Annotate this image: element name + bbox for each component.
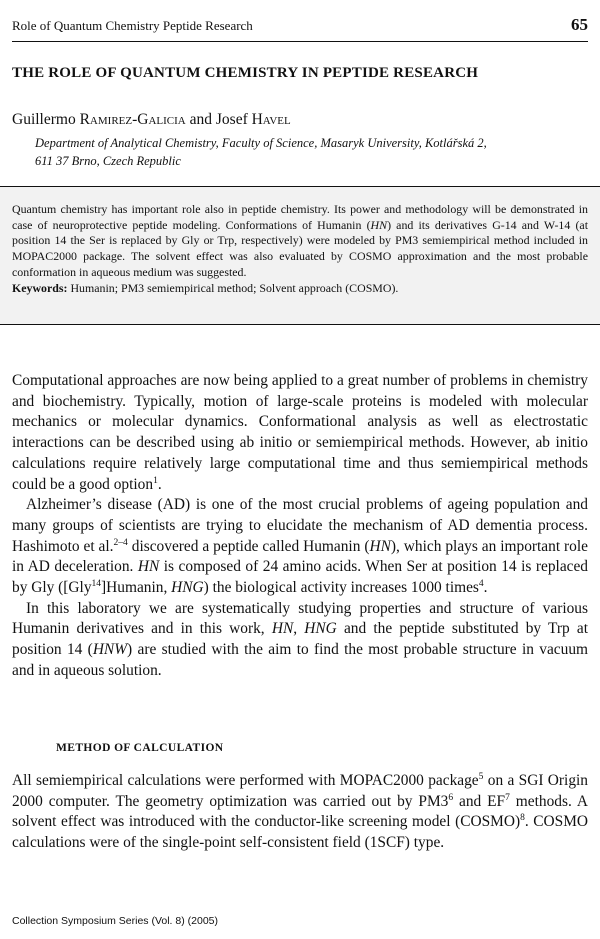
paragraph [12,371,588,495]
abbrev: HNW [92,641,128,659]
section-heading: METHOD OF CALCULATION [56,742,224,754]
author-given-name: Guillermo [12,111,76,128]
paragraph-span: and EF [453,792,506,810]
paragraph [12,599,588,682]
paragraph-span: , [293,620,305,638]
paragraph-span: ) are studied with the aim to find the most probable structure in vacuum and in aqueous solution. [12,641,588,679]
author-joiner: and [185,111,216,128]
paragraph-span: ) the biological activity increases 1000 times [203,579,479,597]
abbrev: HN [271,620,294,638]
abstract-abbrev: HN [370,217,388,232]
paragraph-span: on a SGI Origin 2000 computer. The geometry optimization was carried out by PM3 [12,772,588,810]
affiliation-line: 611 37 Brno, Czech Republic [35,154,181,168]
header-rule [12,41,588,42]
paragraph-span: methods. A solvent effect was introduced with the conductor-like screening model (COSMO) [12,792,588,831]
abbrev: HNG [171,579,204,597]
article-title: THE ROLE OF QUANTUM CHEMISTRY IN PEPTIDE RESEARCH [12,65,479,81]
citation-ref: 2–4 [113,536,128,548]
paragraph [12,495,588,599]
paragraph-span: is composed of 24 amino acids. When Ser at position 14 is replaced by Gly ([Gly [12,558,589,597]
paragraph-span: discovered a peptide called Humanin ( [127,537,370,555]
running-header [12,16,588,38]
abbrev: HN [137,558,160,576]
paragraph-span: In this laboratory we are systematically studying properties and structure of various Humanin derivatives and in this work, [12,599,588,638]
abstract-text [12,202,588,281]
paragraph-span: ), which plays an important role in AD deceleration. [12,537,588,576]
abbrev: HNG [304,620,337,638]
author-line [12,111,291,129]
footer-series: Collection Symposium Series (Vol. 8) (2005) [12,915,219,927]
introduction [12,371,588,682]
author-surname: Havel [251,111,291,128]
superscript: 14 [91,577,102,589]
author-given-name: Josef [215,111,248,128]
citation-ref: 8 [520,812,525,824]
paragraph-span: . [157,475,162,493]
paragraph-span: Computational approaches are now being applied to a great number of problems in chemistry and biochemistry. Typically, motion of large-scale proteins is modeled with molecular mechanics or molecular dynamics. Conformational analysis as well as electrostatic interactions can be described using ab initio or semiempirical methods. However, ab initio calculations require relatively large computational time and thus semiempirical methods could be a good option [12,372,588,493]
paragraph-span: . [483,579,488,597]
paragraph-span: and the peptide substituted by Trp at position 14 ( [12,620,589,659]
affiliation-line: Department of Analytical Chemistry, Faculty of Science, Masaryk University, Kotlářská 2, [35,136,487,150]
affiliation [35,134,575,170]
paragraph-span: ]Humanin, [101,579,172,597]
keywords-label: Keywords: [12,280,68,295]
citation-ref: 1 [153,474,158,486]
abbrev: HN [369,537,391,555]
paragraph-span: All semiempirical calculations were performed with MOPAC2000 package [12,772,479,789]
running-title: Role of Quantum Chemistry Peptide Research [12,18,253,33]
keywords-text: Humanin; PM3 semiempirical method; Solvent approach (COSMO). [67,280,399,295]
citation-ref: 5 [478,770,484,782]
abstract-span: ) and its derivatives G-14 and W-14 (at position 14 the Ser is replaced by Gly or Trp, respectively) were modeled by PM3 semiempirical method included in MOPAC2000 package. The solvent effect was also evaluated by COSMO approximation and the most probable conformation in aqueous medium was suggested. [12,217,588,279]
paragraph [12,771,588,854]
author-surname: Ramirez-Galicia [79,111,186,128]
abstract-span: Quantum chemistry has important role also in peptide chemistry. Its power and methodology will be demonstrated in case of neuroprotective peptide modeling. Conformations of Humanin ( [12,202,588,232]
method-section [12,771,588,854]
abstract [12,202,588,296]
page-number: 65 [571,15,588,34]
paragraph-span: Alzheimer’s disease (AD) is one of the most crucial problems of ageing population and many groups of scientists are trying to elucidate the mechanism of AD dementia process. Hashimoto et al. [12,496,588,555]
paragraph-span: . COSMO calculations were of the single-point self-consistent field (1SCF) type. [12,813,588,852]
citation-ref: 6 [448,791,454,803]
keywords [12,281,588,297]
citation-ref: 7 [505,791,510,803]
citation-ref: 4 [478,577,484,589]
